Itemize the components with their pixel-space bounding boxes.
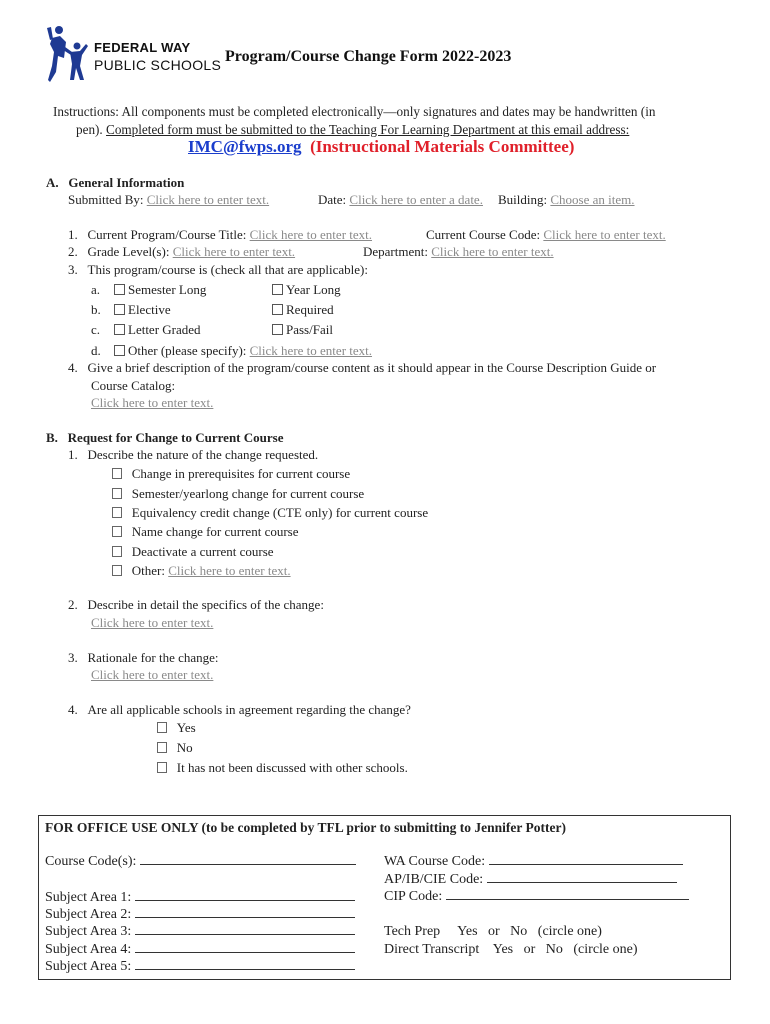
change-option[interactable] bbox=[112, 563, 291, 579]
change-option[interactable] bbox=[112, 544, 274, 560]
ap-code-line[interactable] bbox=[487, 882, 677, 883]
change-specifics-field[interactable]: Click here to enter text. bbox=[91, 615, 214, 630]
rationale-field[interactable]: Click here to enter text. bbox=[91, 667, 214, 682]
semester-checkbox[interactable] bbox=[114, 282, 206, 298]
b-q4-num: 4. bbox=[68, 702, 78, 717]
agreement-not-discussed-label: It has not been discussed with other schools. bbox=[176, 760, 408, 775]
agreement-option-not-discussed[interactable] bbox=[157, 760, 408, 776]
description-question-line1: Give a brief description of the program/course content as it should appear in the Course Description Guide or bbox=[87, 360, 657, 375]
ap-code-label: AP/IB/CIE Code: bbox=[384, 872, 484, 887]
agreement-question: Are all applicable schools in agreement regarding the change? bbox=[87, 702, 411, 717]
subject-area-2-line[interactable] bbox=[135, 917, 355, 918]
wa-code-line[interactable] bbox=[489, 864, 683, 865]
change-option-label: Semester/yearlong change for current course bbox=[131, 486, 365, 501]
course-code-field[interactable]: Click here to enter text. bbox=[543, 227, 666, 242]
course-title-label: Current Program/Course Title: bbox=[87, 227, 247, 242]
change-option[interactable] bbox=[112, 505, 428, 521]
submitted-by-label: Submitted By: bbox=[68, 192, 144, 207]
agreement-yes-label: Yes bbox=[176, 720, 196, 735]
checkbox-icon bbox=[112, 526, 122, 537]
subject-area-2-label: Subject Area 2: bbox=[45, 907, 132, 922]
subject-area-3-label: Subject Area 3: bbox=[45, 924, 132, 939]
grade-level-label: Grade Level(s): bbox=[87, 244, 170, 259]
course-codes-line[interactable] bbox=[140, 864, 356, 865]
pass-fail-checkbox[interactable] bbox=[272, 322, 333, 338]
other-checkbox[interactable] bbox=[114, 343, 372, 359]
instructions-line1: Instructions: All components must be completed electronically—only signatures and dates may be handwritten (in bbox=[53, 104, 656, 119]
checkbox-icon bbox=[114, 284, 125, 295]
opt-d-label: d. bbox=[91, 343, 101, 358]
a-q3-num: 3. bbox=[68, 262, 78, 277]
required-checkbox[interactable] bbox=[272, 302, 334, 318]
change-option-label: Equivalency credit change (CTE only) for current course bbox=[131, 505, 429, 520]
checkbox-icon bbox=[112, 546, 122, 557]
logo-line2: PUBLIC SCHOOLS bbox=[94, 57, 222, 73]
cip-code-line[interactable] bbox=[446, 899, 689, 900]
agreement-option-no[interactable] bbox=[157, 740, 193, 756]
office-heading: FOR OFFICE USE ONLY (to be completed by TFL prior to submitting to Jennifer Potter) bbox=[45, 820, 566, 835]
subject-area-4-line[interactable] bbox=[135, 952, 355, 953]
elective-checkbox[interactable] bbox=[114, 302, 171, 318]
change-option-label: Name change for current course bbox=[131, 524, 299, 539]
a-q4-num: 4. bbox=[68, 360, 78, 375]
checkbox-icon bbox=[272, 304, 283, 315]
description-field[interactable]: Click here to enter text. bbox=[91, 395, 214, 410]
subject-area-5-label: Subject Area 5: bbox=[45, 959, 132, 974]
building-select[interactable]: Choose an item. bbox=[550, 192, 635, 207]
course-title-field[interactable]: Click here to enter text. bbox=[249, 227, 373, 242]
grade-level-field[interactable]: Click here to enter text. bbox=[172, 244, 296, 259]
a-q1-num: 1. bbox=[68, 227, 78, 242]
logo-line1: FEDERAL WAY bbox=[94, 40, 191, 55]
checkbox-icon bbox=[114, 324, 125, 335]
logo-figures-icon bbox=[44, 22, 92, 84]
change-option-label: Change in prerequisites for current course bbox=[131, 466, 351, 481]
office-use-box bbox=[38, 815, 731, 980]
section-a-num: A. bbox=[46, 175, 59, 190]
subject-area-1-line[interactable] bbox=[135, 900, 355, 901]
agreement-option-yes[interactable] bbox=[157, 720, 196, 736]
change-specifics-question: Describe in detail the specifics of the change: bbox=[87, 597, 324, 612]
rationale-question: Rationale for the change: bbox=[87, 650, 219, 665]
agreement-no-label: No bbox=[176, 740, 193, 755]
checkbox-icon bbox=[157, 722, 167, 733]
b-q2-num: 2. bbox=[68, 597, 78, 612]
change-nature-question: Describe the nature of the change requested. bbox=[87, 447, 319, 462]
opt-b-label: b. bbox=[91, 302, 101, 317]
cip-code-label: CIP Code: bbox=[384, 889, 443, 904]
instructions-submit-note: Completed form must be submitted to the Teaching For Learning Department at this email address: bbox=[106, 122, 630, 137]
opt-c-label: c. bbox=[91, 322, 101, 337]
course-code-label: Current Course Code: bbox=[426, 227, 541, 242]
opt-a-label: a. bbox=[91, 282, 101, 297]
page-title: Program/Course Change Form 2022-2023 bbox=[225, 48, 512, 65]
subject-area-1-label: Subject Area 1: bbox=[45, 890, 132, 905]
department-field[interactable]: Click here to enter text. bbox=[431, 244, 554, 259]
b-q1-num: 1. bbox=[68, 447, 78, 462]
semester-label: Semester Long bbox=[128, 282, 207, 297]
required-label: Required bbox=[286, 302, 334, 317]
checkbox-icon bbox=[114, 345, 125, 356]
department-label: Department: bbox=[363, 244, 428, 259]
course-codes-label: Course Code(s): bbox=[45, 854, 137, 869]
checkbox-icon bbox=[114, 304, 125, 315]
year-checkbox[interactable] bbox=[272, 282, 341, 298]
section-b-heading: Request for Change to Current Course bbox=[67, 430, 284, 445]
checkbox-icon bbox=[157, 742, 167, 753]
year-label: Year Long bbox=[286, 282, 341, 297]
date-label: Date: bbox=[318, 192, 347, 207]
change-option-label: Other: bbox=[131, 563, 165, 578]
letter-graded-checkbox[interactable] bbox=[114, 322, 201, 338]
elective-label: Elective bbox=[128, 302, 171, 317]
checkbox-icon bbox=[272, 324, 283, 335]
other-label: Other (please specify): bbox=[128, 343, 247, 358]
subject-area-3-line[interactable] bbox=[135, 934, 355, 935]
date-field[interactable]: Click here to enter a date. bbox=[349, 192, 483, 207]
change-option[interactable] bbox=[112, 524, 299, 540]
wa-code-label: WA Course Code: bbox=[384, 854, 486, 869]
building-label: Building: bbox=[498, 192, 548, 207]
change-option[interactable] bbox=[112, 486, 364, 502]
change-option[interactable] bbox=[112, 466, 350, 482]
checkbox-icon bbox=[112, 488, 122, 499]
committee-label: (Instructional Materials Committee) bbox=[310, 137, 575, 156]
tech-prep-row[interactable]: Tech Prep Yes or No (circle one) bbox=[384, 924, 602, 939]
subject-area-4-label: Subject Area 4: bbox=[45, 942, 132, 957]
section-a-heading: General Information bbox=[68, 175, 185, 190]
letter-graded-label: Letter Graded bbox=[128, 322, 201, 337]
instructions-line2-pre: pen). bbox=[76, 122, 107, 137]
submitted-by-field[interactable]: Click here to enter text. bbox=[146, 192, 270, 207]
pass-fail-label: Pass/Fail bbox=[286, 322, 333, 337]
logo bbox=[44, 22, 222, 84]
email-link[interactable]: IMC@fwps.org bbox=[188, 137, 302, 156]
checkbox-icon bbox=[157, 762, 167, 773]
subject-area-5-line[interactable] bbox=[135, 969, 355, 970]
checkbox-icon bbox=[112, 468, 122, 479]
change-option-label: Deactivate a current course bbox=[131, 544, 274, 559]
checkbox-icon bbox=[272, 284, 283, 295]
description-question-line2: Course Catalog: bbox=[91, 378, 176, 393]
b-q3-num: 3. bbox=[68, 650, 78, 665]
change-other-field[interactable]: Click here to enter text. bbox=[168, 563, 291, 578]
a-q2-num: 2. bbox=[68, 244, 78, 259]
checkbox-icon bbox=[112, 507, 122, 518]
course-type-question: This program/course is (check all that are applicable): bbox=[87, 262, 368, 277]
checkbox-icon bbox=[112, 565, 122, 576]
section-b-num: B. bbox=[46, 430, 58, 445]
other-field[interactable]: Click here to enter text. bbox=[249, 343, 373, 358]
direct-transcript-row[interactable]: Direct Transcript Yes or No (circle one) bbox=[384, 942, 638, 957]
